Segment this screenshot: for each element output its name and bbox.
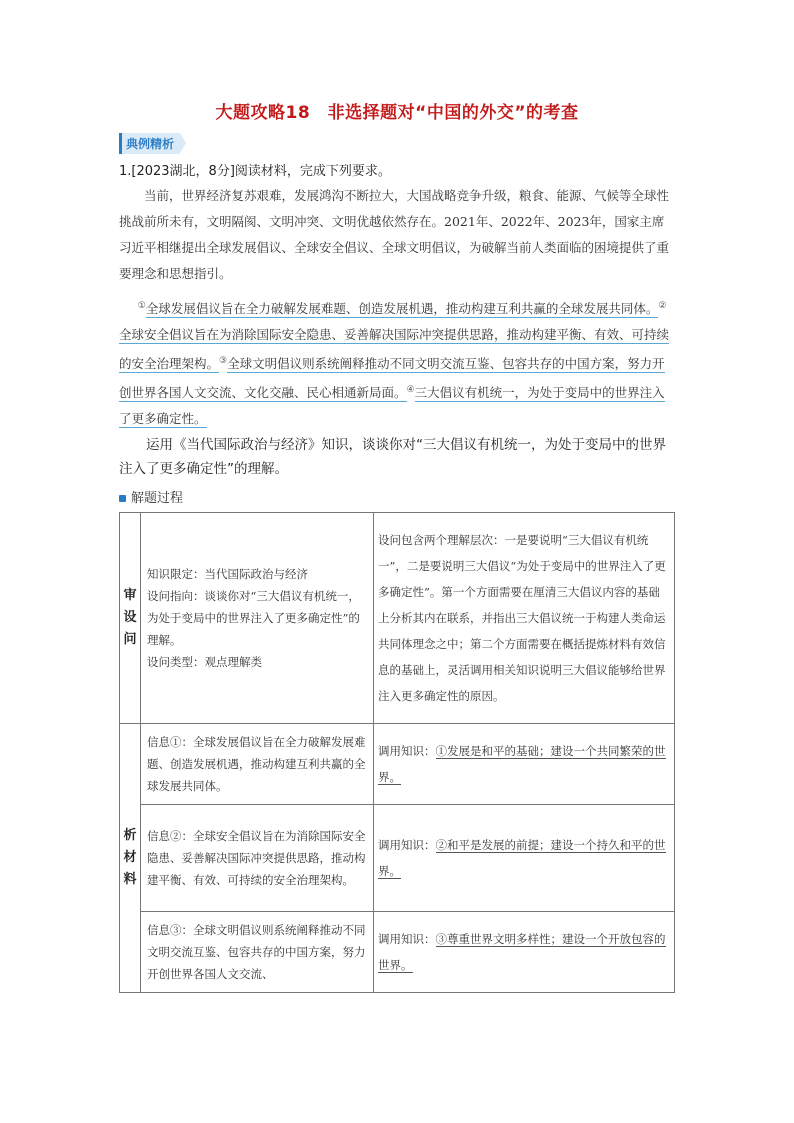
marker-3: ③ xyxy=(219,356,228,367)
question-analysis-cell xyxy=(141,513,374,724)
process-heading xyxy=(119,487,183,506)
info-cell: 信息②：全球安全倡议旨在为消除国际安全隐患、妥善解决国际冲突提供思路，推动构建平衡、有效、可持续的安全治理架构。 xyxy=(141,805,374,912)
knowledge-limit: 知识限定：当代国际政治与经济 xyxy=(147,567,308,581)
marker-4: ④ xyxy=(406,385,415,396)
material-sentence-4: 三大倡议有机统一，为处于变局中的世界注入了更多确定性。 xyxy=(119,385,665,427)
knowledge-text: ①发展是和平的基础；建设一个共同繁荣的世界。 xyxy=(378,744,666,784)
knowledge-prefix: 调用知识： xyxy=(378,838,436,852)
row-side-label xyxy=(120,513,141,724)
material-sentence-3: 全球文明倡议则系统阐释推动不同文明交流互鉴、包容共存的中国方案，努力开创世界各国人文交流、文化交融、民心相通新局面。 xyxy=(119,356,665,401)
info-cell: 信息③：全球文明倡议则系统阐释推动不同文明交流互鉴、包容共存的中国方案，努力开创世界各国人文交流、 xyxy=(141,912,374,993)
info-cell: 信息①：全球发展倡议旨在全力破解发展难题、创造发展机遇，推动构建互利共赢的全球发展共同体。 xyxy=(141,724,374,805)
question-direction: 设问指向：谈谈你对“三大倡议有机统一，为处于变局中的世界注入了更多确定性”的理解。 xyxy=(147,589,360,647)
requirement-text: 运用《当代国际政治与经济》知识，谈谈你对“三大倡议有机统一，为处于变局中的世界注入了更多确定性”的理解。 xyxy=(119,437,666,477)
marker-2: ② xyxy=(658,301,667,311)
material-sentence-1: 全球发展倡议旨在全力破解发展难题、创造发展机遇，推动构建互利共赢的全球发展共同体。 xyxy=(145,301,659,317)
analysis-table xyxy=(119,512,675,993)
knowledge-prefix: 调用知识： xyxy=(378,744,436,758)
table-row xyxy=(120,724,675,805)
knowledge-cell xyxy=(374,912,675,993)
question-explanation-cell: 设问包含两个理解层次：一是要说明“三大倡议有机统一”，二是要说明三大倡议“为处于变局中的世界注入了更多确定性”。第一个方面需要在厘清三大倡议内容的基础上分析其内在联系，并指出三大倡议统一于构建人类命运共同体理念之中；第二个方面需要在概括提炼材料有效信息的基础上，灵活调用相关知识说明三大倡议能够给世界注入更多确定性的原因。 xyxy=(374,513,675,724)
table-row xyxy=(120,805,675,912)
marker-1: ① xyxy=(137,301,146,311)
knowledge-text: ②和平是发展的前提；建设一个持久和平的世界。 xyxy=(378,838,666,878)
knowledge-cell xyxy=(374,805,675,912)
knowledge-prefix: 调用知识： xyxy=(378,932,436,946)
knowledge-cell xyxy=(374,724,675,805)
table-row xyxy=(120,513,675,724)
section-badge: 典例精析 xyxy=(119,133,180,154)
page-title: 大题攻略18 非选择题对“中国的外交”的考查 xyxy=(215,103,579,123)
material-paragraph-1: 当前，世界经济复苏艰难，发展鸿沟不断拉大，大国战略竞争升级，粮食、能源、气候等全球性挑战前所未有，文明隔阂、文明冲突、文明优越依然存在。2021年、2022年、2023年，国家主席习近平相继提出全球发展倡议、全球安全倡议、全球文明倡议，为破解当前人类面临的困境提供了重要理念和思想指引。 xyxy=(119,188,670,281)
material-sentence-2: 全球安全倡议旨在为消除国际安全隐患、妥善解决国际冲突提供思路，推动构建平衡、有效、可持续的安全治理架构。 xyxy=(119,327,670,372)
question-header: 1.[2023湖北，8分]阅读材料，完成下列要求。 xyxy=(119,164,391,179)
process-label: 解题过程 xyxy=(131,491,184,506)
material-paragraph-2 xyxy=(119,293,675,432)
question-type: 设问类型：观点理解类 xyxy=(147,655,262,669)
table-row xyxy=(120,912,675,993)
side-label-text: 析材料 xyxy=(123,828,137,887)
row-side-label xyxy=(120,724,141,993)
side-label-text: 审设问 xyxy=(123,588,137,647)
knowledge-text: ③尊重世界文明多样性；建设一个开放包容的世界。 xyxy=(378,932,666,972)
square-bullet-icon xyxy=(119,495,126,502)
